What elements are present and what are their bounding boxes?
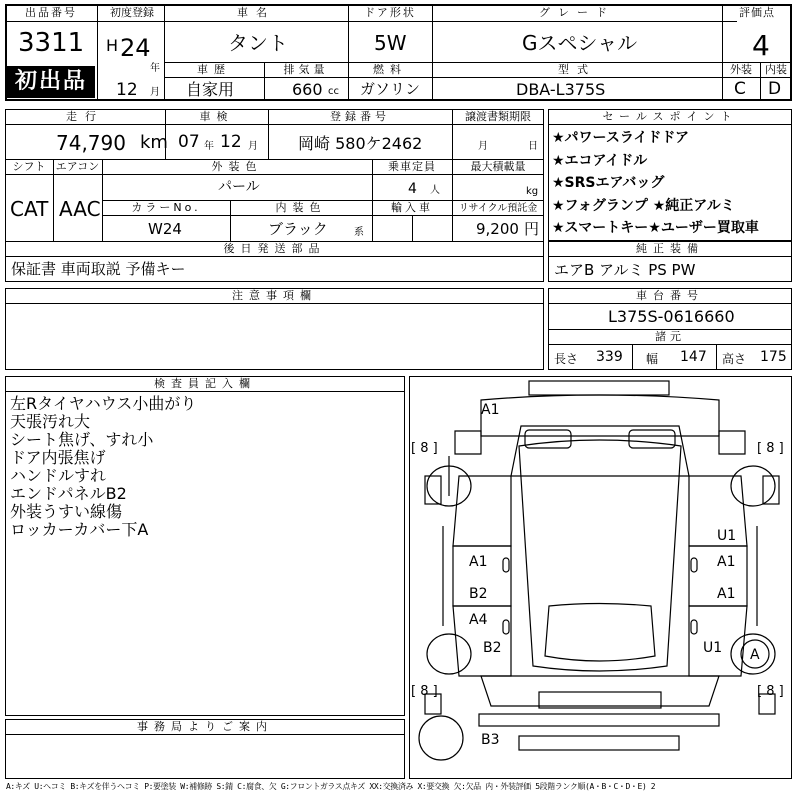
registration-number: 岡崎 580ケ2462 bbox=[298, 134, 423, 153]
registration-year: 24 bbox=[120, 34, 151, 62]
sales-point-item: ★SRSエアバッグ bbox=[552, 175, 665, 191]
tire-tread-rr: [ 8 ] bbox=[757, 684, 784, 699]
damage-mark-a4-left: A4 bbox=[469, 612, 488, 628]
damage-legend: A:キズ U:ヘコミ B:キズを伴うヘコミ P:要塗装 W:補修跡 S:錆 C:腐食、欠 G:フロントガラス点キズ XX:交換済み X:要交換 欠:欠品 内・外装評価 5段階ランク順(A・B・C・D・E) 2 bbox=[6, 782, 656, 791]
damage-mark-u1-right2: U1 bbox=[703, 640, 723, 656]
inspector-note: 天張汚れ大 bbox=[10, 412, 91, 431]
damage-mark-a1-left: A1 bbox=[469, 554, 488, 570]
chassis-number: L375S-0616660 bbox=[608, 307, 735, 326]
car-name: タント bbox=[228, 31, 288, 55]
width-label: 幅 bbox=[646, 352, 659, 366]
length-label: 長さ bbox=[554, 352, 579, 366]
damage-mark-a-circle: A bbox=[750, 647, 760, 663]
exterior-color-label: 外装色 bbox=[211, 160, 263, 173]
notes-label: 注意事項欄 bbox=[232, 289, 317, 302]
lot-number: 3311 bbox=[18, 28, 85, 58]
shift: CAT bbox=[10, 197, 49, 221]
registration-month: 12 bbox=[116, 80, 138, 100]
equipment: エアB アルミ PS PW bbox=[554, 261, 696, 279]
max-load-label: 最大積載量 bbox=[470, 160, 526, 173]
history: 自家用 bbox=[186, 80, 235, 99]
interior-color-label: 内装色 bbox=[275, 201, 327, 214]
door-shape-label: ドア形状 bbox=[364, 6, 416, 19]
inspector-note: エンドパネルB2 bbox=[10, 484, 127, 503]
registration-era: H bbox=[106, 36, 119, 55]
interior-label: 内装 bbox=[765, 63, 787, 76]
aircon-label: エアコン bbox=[55, 160, 100, 173]
sales-point-item: ★エコアイドル bbox=[552, 153, 648, 169]
displacement: 660 bbox=[292, 80, 323, 99]
inspection-year: 07 bbox=[178, 132, 200, 152]
aircon: AAC bbox=[59, 197, 101, 221]
mileage-label: 走行 bbox=[66, 110, 104, 123]
sales-points-label: セールスポイント bbox=[602, 110, 738, 123]
inspector-note: シート焦げ、すれ小 bbox=[10, 430, 154, 449]
import-label: 輸入車 bbox=[391, 201, 433, 214]
width: 147 bbox=[680, 349, 707, 365]
exterior-label: 外装 bbox=[730, 63, 752, 76]
registration-number-label: 登録番号 bbox=[330, 110, 390, 123]
recycle-deposit-label: リサイクル預託金 bbox=[458, 203, 538, 214]
capacity-label: 乗車定員 bbox=[388, 160, 436, 173]
dimensions-label: 諸元 bbox=[655, 330, 685, 343]
inspection-month: 12 bbox=[220, 132, 242, 152]
chassis-number-label: 車台番号 bbox=[636, 289, 704, 302]
recycle-deposit: 9,200 bbox=[476, 220, 519, 238]
equipment-label: 純正装備 bbox=[636, 242, 704, 255]
mileage: 74,790 bbox=[56, 131, 126, 155]
fuel-label: 燃料 bbox=[373, 63, 407, 76]
transfer-deadline-label: 譲渡書類期限 bbox=[465, 110, 531, 123]
inspector-note: ロッカーカバー下A bbox=[10, 520, 149, 539]
interior-color: ブラック bbox=[268, 220, 328, 238]
inspector-note: 左Rタイヤハウス小曲がり bbox=[10, 394, 197, 413]
later-parts-label: 後日発送部品 bbox=[223, 242, 326, 255]
first-listing-badge: 初出品 bbox=[7, 66, 95, 98]
damage-mark-a1-right: A1 bbox=[717, 554, 736, 570]
tire-tread-fl: [ 8 ] bbox=[411, 441, 438, 456]
score-label: 評価点 bbox=[739, 6, 775, 19]
inspector-label: 検査員記入欄 bbox=[154, 377, 256, 390]
model: DBA-L375S bbox=[516, 80, 606, 99]
first-registration-label: 初度登録 bbox=[110, 6, 154, 19]
damage-mark-u1-right: U1 bbox=[717, 528, 737, 544]
damage-mark-b2-left2: B2 bbox=[483, 640, 502, 656]
tire-tread-rl: [ 8 ] bbox=[411, 684, 438, 699]
height-label: 高さ bbox=[722, 352, 747, 366]
damage-mark-a1-top: A1 bbox=[481, 402, 500, 418]
color-number-label: カラーNo. bbox=[131, 201, 201, 214]
door-shape: 5W bbox=[374, 31, 407, 55]
office-label: 事務局よりご案内 bbox=[137, 720, 273, 733]
later-parts: 保証書 車両取説 予備キー bbox=[11, 260, 186, 278]
height: 175 bbox=[760, 349, 787, 365]
sales-point-item: ★パワースライドドア bbox=[552, 130, 690, 146]
interior-grade: D bbox=[768, 79, 782, 99]
car-name-label: 車名 bbox=[237, 6, 275, 19]
exterior-grade: C bbox=[734, 79, 746, 99]
exterior-color: パール bbox=[218, 179, 260, 195]
grade: Gスペシャル bbox=[522, 31, 638, 55]
inspector-note: ハンドルすれ bbox=[10, 466, 107, 485]
history-label: 車歴 bbox=[197, 63, 231, 76]
fuel: ガソリン bbox=[360, 80, 421, 98]
length: 339 bbox=[596, 349, 623, 365]
car-diagram bbox=[409, 376, 792, 779]
shift-label: シフト bbox=[12, 160, 46, 173]
color-number: W24 bbox=[148, 220, 182, 238]
damage-mark-b2-left: B2 bbox=[469, 586, 488, 602]
tire-tread-fr: [ 8 ] bbox=[757, 441, 784, 456]
damage-mark-b3-bottom: B3 bbox=[481, 732, 500, 748]
sales-point-item: ★フォグランプ ★純正アルミ bbox=[552, 198, 735, 214]
capacity: 4 bbox=[408, 181, 417, 197]
model-label: 型式 bbox=[558, 63, 596, 76]
score: 4 bbox=[752, 29, 770, 62]
lot-number-label: 出品番号 bbox=[25, 6, 77, 19]
inspector-note: 外装うすい線傷 bbox=[10, 502, 123, 521]
inspector-note: ドア内張焦げ bbox=[10, 448, 106, 467]
damage-mark-a1-right2: A1 bbox=[717, 586, 736, 602]
sales-point-item: ★スマートキー★ユーザー買取車 bbox=[552, 220, 759, 236]
displacement-label: 排気量 bbox=[283, 63, 329, 76]
inspection-label: 車検 bbox=[199, 110, 234, 123]
grade-label: グレード bbox=[539, 6, 615, 19]
